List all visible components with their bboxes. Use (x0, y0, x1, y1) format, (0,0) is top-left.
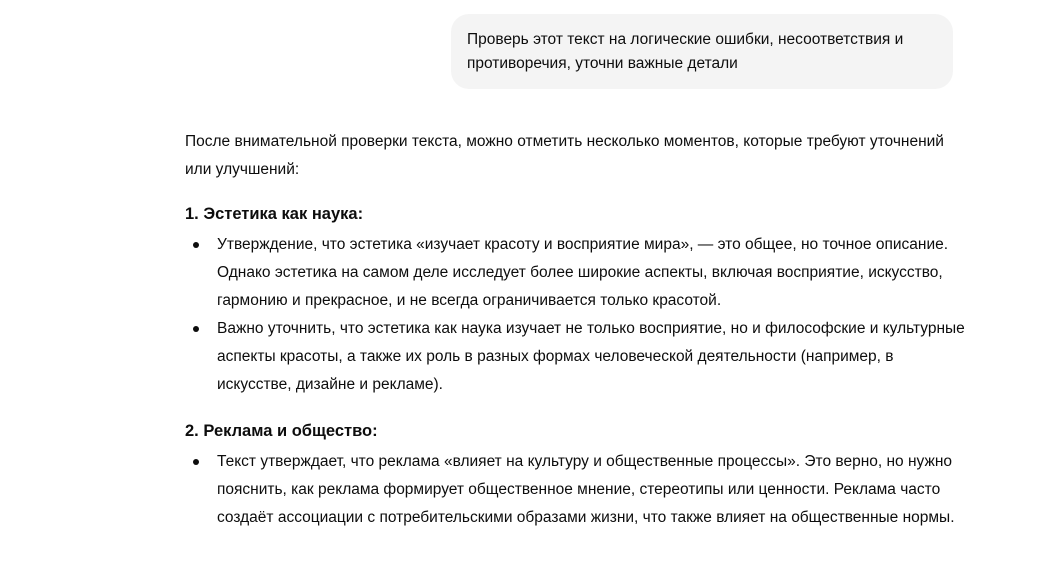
section-heading-advertising: 2. Реклама и общество: (185, 422, 378, 440)
assistant-message (185, 128, 965, 532)
bullet-list-advertising (185, 448, 965, 532)
list-item (185, 315, 965, 399)
bullet-dot-icon (193, 242, 199, 248)
user-message-row (0, 14, 953, 89)
assistant-intro: После внимательной проверки текста, можно отметить несколько моментов, которые требуют уточнений или улучшений: (185, 133, 944, 178)
list-item-text: Текст утверждает, что реклама «влияет на культуру и общественные процессы». Это верно, но нужно пояснить, как реклама формирует общественное мнение, стереотипы или ценности. Реклама часто создаёт ассоциации с потребительскими образами жизни, что также влияет на общественные нормы. (217, 453, 955, 526)
list-item (185, 448, 965, 532)
bullet-dot-icon (193, 459, 199, 465)
list-item-text: Утверждение, что эстетика «изучает красоту и восприятие мира», — это общее, но точное описание. Однако эстетика на самом деле исследует более широкие аспекты, включая восприятие, искусство, гармонию и прекрасное, и не всегда ограничивается только красотой. (217, 236, 949, 309)
list-item-text: Важно уточнить, что эстетика как наука изучает не только восприятие, но и философские и культурные аспекты красоты, а также их роль в разных формах человеческой деятельности (например, в искусстве, дизайне и рекламе). (217, 320, 965, 393)
section-heading-aesthetics: 1. Эстетика как наука: (185, 205, 364, 223)
user-message-text: Проверь этот текст на логические ошибки, несоответствия и противоречия, уточни важные детали (467, 31, 904, 72)
bullet-dot-icon (193, 326, 199, 332)
bullet-list-aesthetics (185, 231, 965, 399)
user-message-bubble (451, 14, 953, 89)
list-item (185, 231, 965, 315)
